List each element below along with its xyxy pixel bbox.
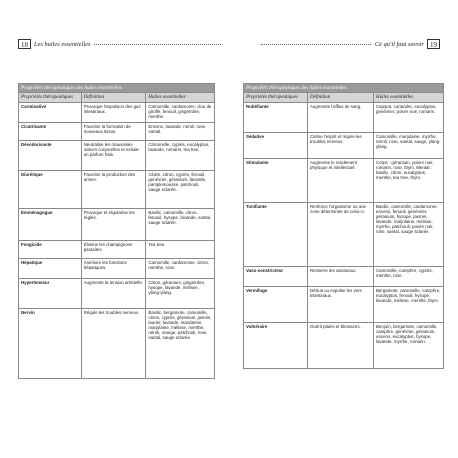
oils-cell: Benjoin, bergamote, camomille, camphre, genévrier, géranium, encens, eucalyptus, hysope, lavande, myrrhe, romarin.	[374, 322, 444, 368]
right-properties-table	[243, 83, 444, 369]
oils-cell: Basilic, camomille, cardamome, encens, fenouil, genévrier, géranium, hysope, jasmin, lavande, marjolaine, mélisse, myrrhe, patchouli, poivre noir, rose, santal, sauge sclarée.	[374, 202, 444, 266]
definition-cell: Favorise la formation de nouveaux tissus.	[81, 122, 146, 140]
oils-cell: Basilic, camomille, citron, fenouil, hysope, lavande, santal, sauge sclarée.	[146, 208, 215, 240]
table-row	[19, 278, 215, 308]
oils-cell: Basilic, bergamote, camomille, citron, cyprès, géranium, jasmin, laurier, lavande, mandarine, marjolaine, mélisse, menthe, néroli, orange, patchouli, rose, santal, sauge sclarée.	[146, 308, 215, 378]
left-running-header	[18, 38, 221, 50]
property-cell: Vulnéraire	[244, 322, 308, 368]
table-caption: Propriétés thérapeutiques des huiles essentielles	[19, 84, 215, 93]
header-oils: Huiles essentielles	[374, 93, 444, 103]
left-page-number: 18	[18, 39, 31, 49]
left-header-rule	[94, 44, 221, 45]
property-cell: Hépatique	[19, 258, 82, 278]
property-cell: Vaso-constricteur	[244, 266, 308, 286]
property-cell: Cicatrisante	[19, 122, 82, 140]
left-running-title: Les huiles essentielles	[34, 40, 91, 48]
oils-cell: Camomille, camphre, cyprès, menthe, rose.	[374, 266, 444, 286]
right-running-title: Ce qu'il faut savoir	[374, 40, 424, 48]
property-cell: Sédative	[244, 132, 308, 158]
property-cell: Rubéfiante	[244, 102, 308, 132]
definition-cell: Augmente le rendement physique et intellectuel.	[308, 158, 374, 202]
definition-cell: Favorise la production des urines.	[81, 170, 146, 208]
table-caption-row	[244, 84, 444, 93]
right-header-rule	[261, 44, 371, 45]
definition-cell: Élimine les champignons parasites.	[81, 240, 146, 258]
oils-cell: Citron, géranium, gingembre, hysope, lavande, mélisse, ylang-ylang.	[146, 278, 215, 308]
property-cell: Vermifuge	[244, 286, 308, 322]
property-cell: Tonifiante	[244, 202, 308, 266]
table-row	[19, 102, 215, 122]
definition-cell: Régule les troubles nerveux.	[81, 308, 146, 378]
table-caption: Propriétés thérapeutiques des huiles essentielles	[244, 84, 444, 93]
property-cell: Stimulante	[244, 158, 308, 202]
oils-cell: Camomille, cardamome, citron, menthe, rose.	[146, 258, 215, 278]
table-header-row	[244, 93, 444, 103]
right-page-number: 19	[427, 39, 440, 49]
table-row	[244, 102, 444, 132]
table-row	[244, 322, 444, 368]
table-caption-row	[19, 84, 215, 93]
left-properties-table	[18, 83, 215, 379]
property-cell: Emménagogue	[19, 208, 82, 240]
table-row	[19, 258, 215, 278]
table-row	[244, 132, 444, 158]
table-row	[19, 122, 215, 140]
oils-cell: Camomille, cardamome, clou de girofle, fenouil, gingembre, menthe.	[146, 102, 215, 122]
table-row	[19, 170, 215, 208]
oils-cell: Tea tree.	[146, 240, 215, 258]
table-row	[244, 286, 444, 322]
table-row	[244, 158, 444, 202]
definition-cell: Renforce l'organisme ou une zone déterminée de celui-ci.	[308, 202, 374, 266]
header-oils: Huiles essentielles	[146, 93, 215, 103]
table-row	[19, 208, 215, 240]
property-cell: Fongicide	[19, 240, 82, 258]
header-properties: Propriétés thérapeutiques	[19, 93, 82, 103]
right-running-header	[261, 38, 440, 50]
definition-cell: Resserre les vaisseaux.	[308, 266, 374, 286]
oils-cell: Citronnelle, cyprès, eucalyptus, lavande, romarin, tea tree.	[146, 140, 215, 170]
header-definition: Définition	[308, 93, 374, 103]
table-row	[244, 266, 444, 286]
property-cell: Diurétique	[19, 170, 82, 208]
table-row	[19, 140, 215, 170]
definition-cell: Augmente l'afflux de sang.	[308, 102, 374, 132]
property-cell: Carminative	[19, 102, 82, 122]
oils-cell: Encens, lavande, néroli, rose, santal.	[146, 122, 215, 140]
definition-cell: Provoque l'expulsion des gaz intestinaux.	[81, 102, 146, 122]
table-row	[19, 308, 215, 378]
oils-cell: Corps : géranium, poivre noir, romarin, rose, thym. Mental : basilic, citron, eucalyptus, menthe, tea tree, thym.	[374, 158, 444, 202]
property-cell: Nervin	[19, 308, 82, 378]
oils-cell: Cajeput, coriandre, eucalyptus, genévrier, poivre noir, romarin.	[374, 102, 444, 132]
property-cell: Désodorisante	[19, 140, 82, 170]
oils-cell: Bergamote, camomille, camphre, eucalyptus, fenouil, hysope, lavande, mélisse, menthe, thym.	[374, 286, 444, 322]
header-definition: Définition	[81, 93, 146, 103]
definition-cell: Augmente la tension artérielle.	[81, 278, 146, 308]
definition-cell: Neutralise les mauvaises odeurs corporelles et exhale un parfum frais.	[81, 140, 146, 170]
property-cell: Hypertenseur	[19, 278, 82, 308]
right-page	[229, 0, 458, 458]
header-properties: Propriétés thérapeutiques	[244, 93, 308, 103]
oils-cell: Camomille, marjolaine, myrrhe, néroli, rose, santal, sauge, ylang-ylang.	[374, 132, 444, 158]
definition-cell: Provoque et régularise les règles.	[81, 208, 146, 240]
definition-cell: Améliore les fonctions hépatiques.	[81, 258, 146, 278]
oils-cell: Cèdre, citron, cyprès, fenouil, genévrier, géranium, lavande, pamplemousse, patchouli, sauge sclarée.	[146, 170, 215, 208]
definition-cell: Détruit ou expulse les vers intestinaux.	[308, 286, 374, 322]
table-row	[19, 240, 215, 258]
definition-cell: Calme l'esprit et régule les troubles nerveux.	[308, 132, 374, 158]
definition-cell: Guérit plaies et blessures.	[308, 322, 374, 368]
table-row	[244, 202, 444, 266]
table-header-row	[19, 93, 215, 103]
